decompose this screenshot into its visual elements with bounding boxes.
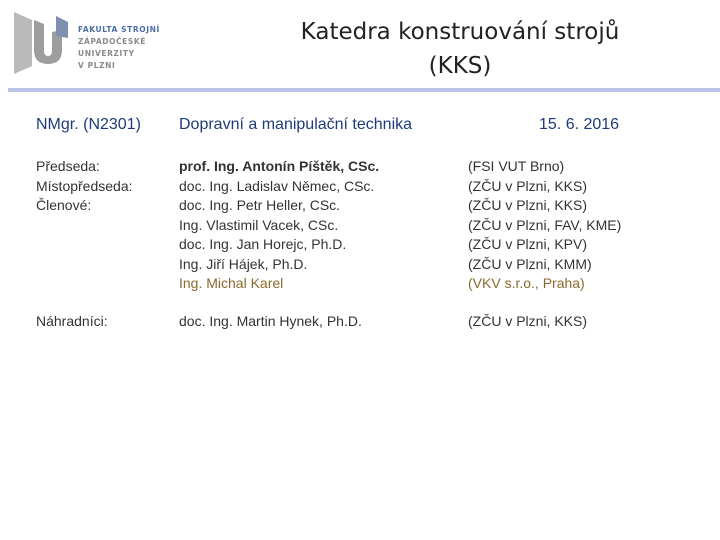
title-line-1: Katedra konstruování strojů [300,19,620,45]
role-vice-chair: Místopředseda: [36,177,133,194]
program-code: NMgr. (N2301) [36,116,141,133]
member-name: Ing. Vlastimil Vacek, CSc. [179,216,339,233]
member-affiliation: (ZČU v Plzni, KMM) [468,255,592,272]
member-affiliation: (VKV s.r.o., Praha) [468,275,585,291]
member-name: doc. Ing. Jan Horejc, Ph.D. [179,236,347,252]
logo-wordmark [78,24,160,72]
member-affiliation: (ZČU v Plzni, FAV, KME) [468,216,622,233]
alternate-name: doc. Ing. Martin Hynek, Ph.D. [179,313,362,329]
title-line-2: (KKS) [428,53,492,79]
committee-roles [36,157,133,216]
university-logo-icon [12,10,72,76]
role-alternates: Náhradníci: [36,313,108,329]
member-name: doc. Ing. Ladislav Němec, CSc. [179,177,375,194]
member-affiliation: (FSI VUT Brno) [468,158,565,174]
committee-affiliations [468,157,621,294]
exam-date: 15. 6. 2016 [539,116,620,133]
member-affiliation: (ZČU v Plzni, KPV) [468,236,588,252]
member-affiliation: (ZČU v Plzni, KKS) [468,197,588,213]
logo-line-1: FAKULTA STROJNÍ [78,25,160,34]
program-name: Dopravní a manipulační technika [179,116,413,133]
member-name: Ing. Michal Karel [179,275,284,291]
university-logo [12,10,162,80]
member-name: doc. Ing. Petr Heller, CSc. [179,197,341,213]
committee-names [179,157,379,294]
page-title [200,15,720,83]
logo-line-3: UNIVERZITY [78,49,135,58]
member-name: prof. Ing. Antonín Píštěk, CSc. [179,158,380,174]
role-chair: Předseda: [36,158,100,174]
member-name: Ing. Jiří Hájek, Ph.D. [179,255,308,272]
alternate-affiliation: (ZČU v Plzni, KKS) [468,313,588,329]
title-divider [8,88,720,92]
role-members: Členové: [36,197,92,213]
member-affiliation: (ZČU v Plzni, KKS) [468,177,588,194]
logo-line-4: V PLZNI [78,61,116,70]
logo-line-2: ZÁPADOČESKÉ [78,37,147,46]
